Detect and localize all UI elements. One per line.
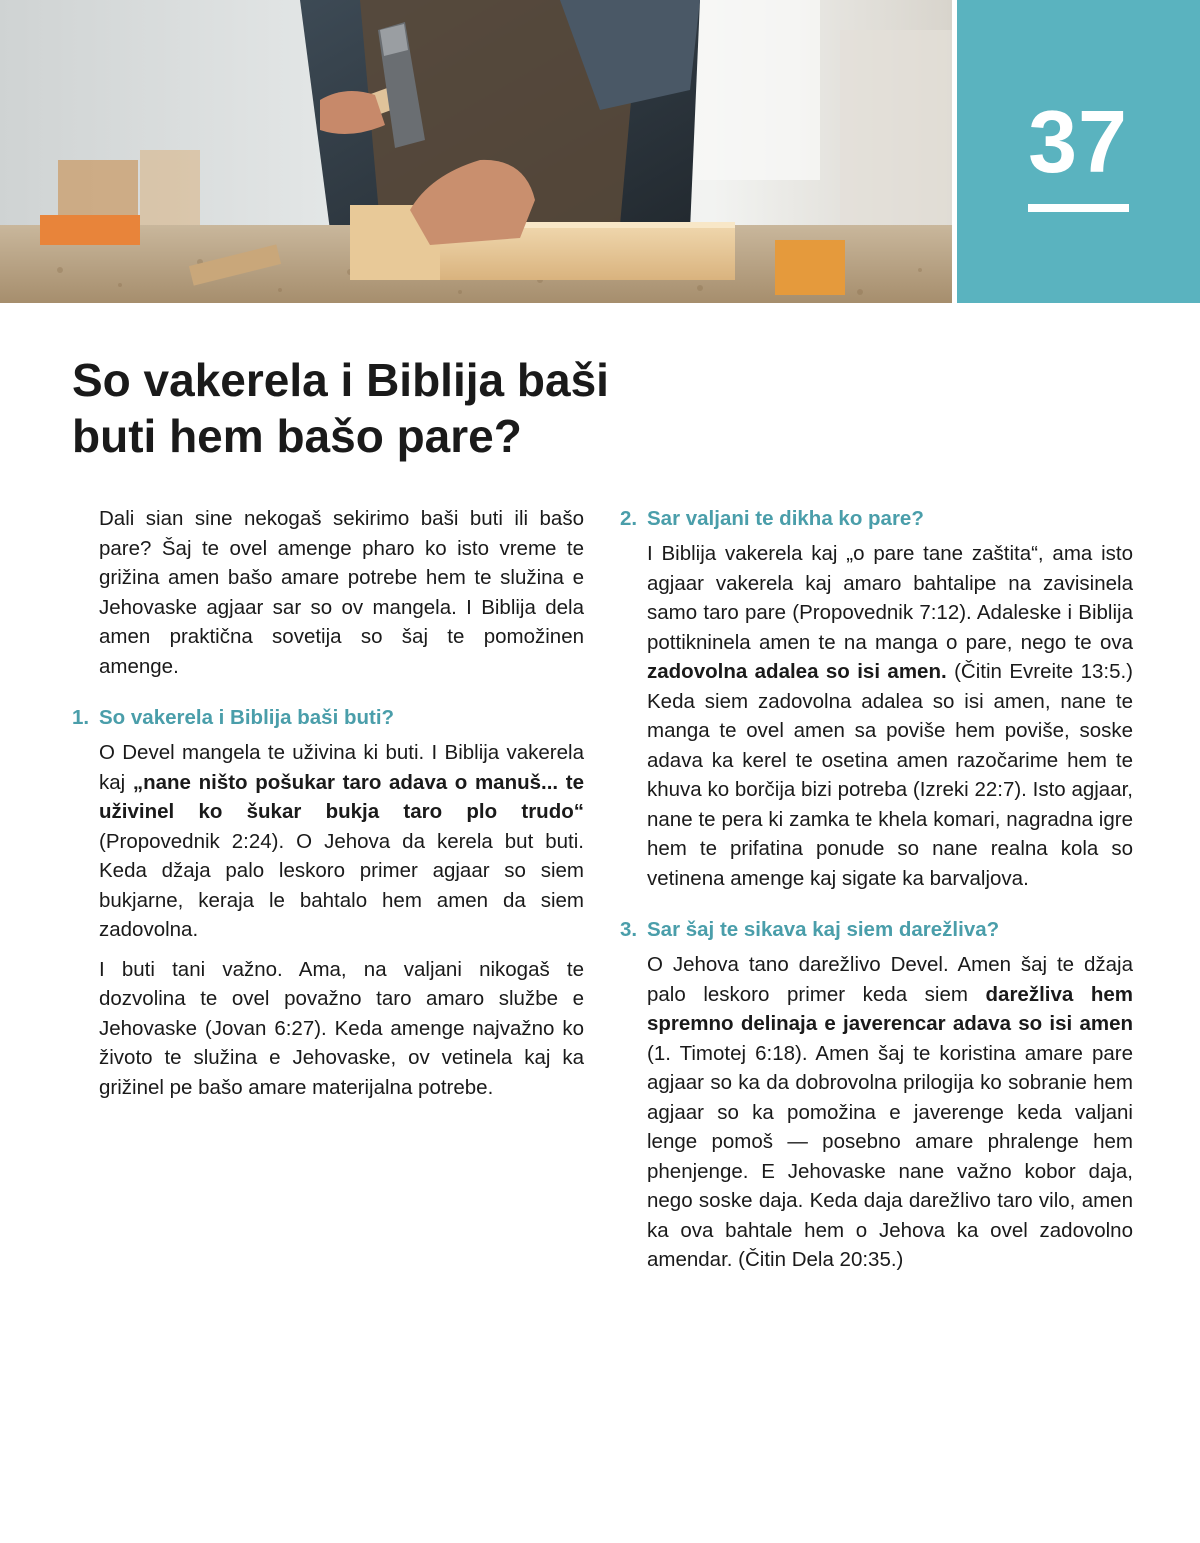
section-1-paragraph-2: I buti tani važno. Ama, na valjani nikogaš te dozvolina te ovel považno taro amaro službe e Jehovaske (Jovan 6:27). Keda amenge najvažno ko životo te služina e Jehovaske, ov vetinela kaj ka grižinel pe bašo amare materijalna potrebe. xyxy=(99,957,584,1099)
question-1-text: So vakerela i Biblija baši buti? xyxy=(99,706,395,729)
question-2-number: 2. xyxy=(620,507,638,530)
carpenter-hammer-illustration xyxy=(0,0,952,303)
question-1-number: 1. xyxy=(72,706,90,729)
question-3-heading xyxy=(620,915,1133,944)
section-1-paragraph-1 xyxy=(72,738,584,945)
section-2-text-b: (Čitin Evreite 13:5.) Keda siem zadovolna adalea so isi amen, nane te manga te ovel amen sa poviše hem poviše, soske adava ka kerel te osetina amen razočarime hem te khuva ko borčija bizi potreba (Izreki 22:7). Isto agjaar, nane te pera ki zamka te khela komari, nagradna igre hem te prifatina ponude so nane realna kola so vetinena amenge kaj sigate ka barvaljova. xyxy=(647,660,1133,890)
section-1-bold: „nane ništo pošukar taro adava o manuš... te uživinel ko šukar bukja taro plo trudo“ xyxy=(99,770,584,823)
page-title-line2: buti hem bašo pare? xyxy=(72,410,522,462)
question-3-number: 3. xyxy=(620,918,638,941)
section-3-paragraph xyxy=(620,950,1133,1275)
question-1-heading xyxy=(72,703,584,732)
right-column xyxy=(620,504,1133,1285)
chapter-badge xyxy=(957,0,1200,303)
page-title xyxy=(72,352,752,464)
section-3-bold: darežliva hem spremno delinaja e javerencar adava so isi amen xyxy=(647,982,1133,1035)
page-title-line1: So vakerela i Biblija baši xyxy=(72,354,609,406)
left-column xyxy=(72,504,584,1112)
section-1-text-a: O Devel mangela te uživina ki buti. I Biblija vakerela kaj xyxy=(99,741,584,794)
section-2-paragraph xyxy=(620,539,1133,893)
chapter-number: 37 xyxy=(1028,92,1128,191)
section-3-text-b: (1. Timotej 6:18). Amen šaj te koristina amare pare agjaar so ka da dobrovolna prilogija ko sobranie hem agjaar so ka pomožina e javerenge keda valjani lenge pomoš — posebno amare phralenge hem phenjenge. E Jehovaske nane važno kobor daja, nego soske daja. Keda daja darežlivo taro vilo, amen ka ova bahtale hem o Jehova ka ovel zadovolno amendar. (Čitin Dela 20:35.) xyxy=(647,1041,1133,1271)
section-2-bold: zadovolna adalea so isi amen. xyxy=(647,660,947,683)
question-2-text: Sar valjani te dikha ko pare? xyxy=(647,507,924,530)
section-3-text-a: O Jehova tano darežlivo Devel. Amen šaj te džaja palo leskoro primer keda siem xyxy=(647,953,1133,1006)
section-2-text-a: I Biblija vakerela kaj „o pare tane zaštita“, ama isto agjaar vakerela kaj amaro bahtalipe na zavisinela samo taro pare (Propovednik 7:12). Adaleske i Biblija pottikninela amen te na manga o pare, nego te ova xyxy=(647,542,1133,654)
question-2-heading xyxy=(620,504,1133,533)
intro-paragraph: Dali sian sine nekogaš sekirimo baši buti ili bašo pare? Šaj te ovel amenge pharo ko isto vreme te grižina amen bašo amare potrebe hem te služina e Jehovaske agjaar sar so ov mangela. I Biblija dela amen praktična sovetija so šaj te pomožinen amenge. xyxy=(99,507,584,678)
section-1-text-b: (Propovednik 2:24). O Jehova da kerela but buti. Keda džaja palo leskoro primer agjaar so siem bukjarne, keraja le bahtalo hem amen da siem zadovolna. xyxy=(99,829,584,941)
chapter-underline xyxy=(1028,204,1129,212)
question-3-text: Sar šaj te sikava kaj siem darežliva? xyxy=(647,918,1000,941)
hero-photo xyxy=(0,0,952,303)
